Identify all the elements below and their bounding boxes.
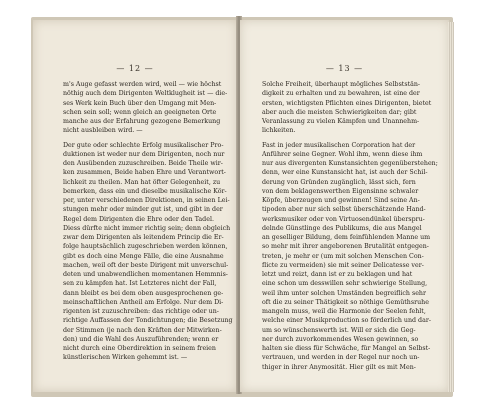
text-line: oft die zu seiner Thätigkeit so nöthige Gemüthsruhe — [262, 298, 429, 306]
text-line: den) und die Wahl des Auszuführenden; wenn er — [63, 335, 219, 343]
text-line: letzt und reizt, dann ist er zu beklagen und hat — [262, 271, 413, 278]
paragraph — [262, 141, 438, 372]
text-line: treten, je mehr er (um mit solchen Menschen Con- — [262, 252, 424, 260]
left-page-number: — 12 — — [116, 64, 154, 73]
text-line: duktionen ist weder nur dem Dirigenten, noch nur — [63, 150, 225, 158]
text-line: derung von Gründen zugänglich, lässt sich, fern — [262, 178, 416, 186]
text-line: ner durch zuvorkommendes Wesen gewinnen, so — [262, 335, 419, 343]
text-line: aber auch die meisten Schwierigkeiten dar; gibt — [262, 108, 417, 116]
text-line: Regel dem Dirigenten die Ehre oder den Tadel. — [63, 215, 214, 223]
text-line: manche aus der Erfahrung gezogene Bemerkung — [63, 118, 221, 125]
text-line: deten und unabwendlichen momentanen Hemmnis- — [63, 271, 228, 278]
text-line: m's Auge gefasst werden wird, weil — wie höchst — [63, 81, 222, 88]
text-line: werksmusiker oder von Virtuosendünkel überspru- — [262, 215, 425, 223]
paragraph — [63, 80, 228, 136]
text-line: vertrauen, und werden in der Regel nur noch un- — [262, 354, 420, 362]
text-line: der Stimmen (je nach den Kräften der Mitwirken- — [63, 326, 222, 334]
text-line: nicht durch eine Oberdirektion in seinem freien — [63, 345, 216, 352]
text-line: digkeit zu erhalten und zu bewahren, ist eine der — [262, 90, 420, 98]
text-line: stungen mehr oder minder gut ist, und gibt in der — [63, 206, 223, 214]
text-line: tipoden aber nur sich selbst überschätzende Hand- — [262, 206, 426, 214]
paragraph — [262, 80, 432, 136]
text-line: nur aus divergenten Kunstansichten gegenüberstehen; — [262, 160, 438, 167]
text-line: Anführer seine Gegner. Wohl ihm, wenn diese ihm — [262, 150, 423, 158]
text-line: machen, weil oft der beste Dirigent mit unverschul- — [63, 261, 229, 269]
text-line: gibt es doch eine Menge Fälle, die eine Ausnahme — [63, 252, 224, 260]
text-line: lichkeit zu theilen. Man hat öfter Gelegenheit, zu — [63, 178, 221, 186]
text-line: rigenten ist zuzuschreiben: das richtige oder un- — [63, 308, 219, 315]
text-line: ersten, wichtigsten Pflichten eines Dirigenten, bietet — [262, 99, 432, 107]
text-line: künstlerischen Wirken gehemmt ist. — — [63, 354, 188, 362]
right-page-text — [262, 80, 438, 372]
text-line: von dem beklagenswerthen Eigensinne schwaler — [262, 187, 419, 195]
text-line: bemerken, dass ein und dieselbe musikalische Kör- — [63, 187, 227, 195]
page-edges — [448, 22, 454, 392]
text-line: eine schon um desswillen sehr schwierige Stellung, — [262, 280, 428, 288]
right-page — [240, 20, 449, 392]
text-line: Fast in jeder musikalischen Corporation hat der — [262, 141, 416, 149]
text-line: lichkeiten. — [262, 127, 296, 135]
text-line: denn, wer eine Kunstansicht hat, ist auch der Schil- — [262, 169, 428, 177]
text-line: nicht ausbleiben wird. — — [63, 127, 143, 135]
left-page — [33, 20, 237, 392]
text-line: an geselliger Bildung, dem feinfühlenden Manne um — [262, 234, 431, 241]
text-line: halten sie diess für Schwäche, für Mangel an Selbst- — [262, 345, 431, 352]
text-line: zwar dem Dirigenten als leitendem Princip die Er- — [63, 234, 224, 241]
text-line: folge hauptsächlich zugeschrieben werden können, — [63, 243, 228, 251]
text-line: per, unter verschiedenen Direktionen, in seinen Lei- — [63, 197, 230, 204]
text-line: den Ausübenden zuzuschreiben. Beide Theile wir- — [63, 160, 223, 167]
left-page-text — [63, 80, 233, 363]
text-line: Solche Freiheit, überhaupt mögliches Selbststän- — [262, 81, 421, 88]
text-line: dann bleibt es bei dem oben ausgesprochenen ge- — [63, 289, 224, 297]
right-page-number: — 13 — — [325, 64, 364, 73]
text-line: meinschaftlichen Antheil am Erfolge. Nur dem Di- — [63, 298, 224, 306]
text-line: mangeln muss, weil die Harmonie der Seelen fehlt, — [262, 308, 426, 315]
text-line: nöthig auch dem Dirigenten Weltklugheit ist — die- — [63, 90, 228, 98]
text-line: weil ihm unter solchen Umständen begreiflich sehr — [262, 289, 426, 297]
text-line: Der gute oder schlechte Erfolg musikalischer Pro- — [63, 141, 224, 149]
text-line: Köpfe, überzeugen und gewinnen! Sind seine An- — [262, 197, 420, 204]
text-line: sen zu kämpfen hat. Ist Letzteres nicht der Fall, — [63, 280, 217, 288]
text-line: flicte zu vermeiden) sie mit seiner Delicatesse ver- — [262, 261, 424, 269]
text-line: delnde Günstlinge des Publikums, die aus Mangel — [262, 224, 422, 232]
paragraph — [63, 141, 233, 363]
text-line: thiger in ihrer Anymosität. Hier gilt es mit Men- — [262, 363, 416, 371]
text-line: richtige Auffassen der Tondichtungen; die Besetzung — [63, 317, 233, 325]
text-line: Diess dürfte nicht immer richtig sein; denn obgleich — [63, 224, 231, 232]
text-line: um so wünschenswerth ist. Will er sich die Geg- — [262, 326, 416, 334]
text-line: ken zusammen, Beide haben Ehre und Verantwort- — [63, 169, 226, 177]
text-line: so mehr mit ihrer angeborenen Brutalität entgegen- — [262, 243, 429, 251]
text-line: welche einer Musikproduction so förderlich und dar- — [262, 317, 431, 325]
text-line: ses Werk kein Buch über den Umgang mit Men- — [63, 99, 217, 107]
text-line: schen sein soll; wenn gleich an geeigneten Orte — [63, 108, 217, 116]
text-line: Veranlassung zu vielen Kämpfen und Unannehm- — [262, 118, 420, 125]
